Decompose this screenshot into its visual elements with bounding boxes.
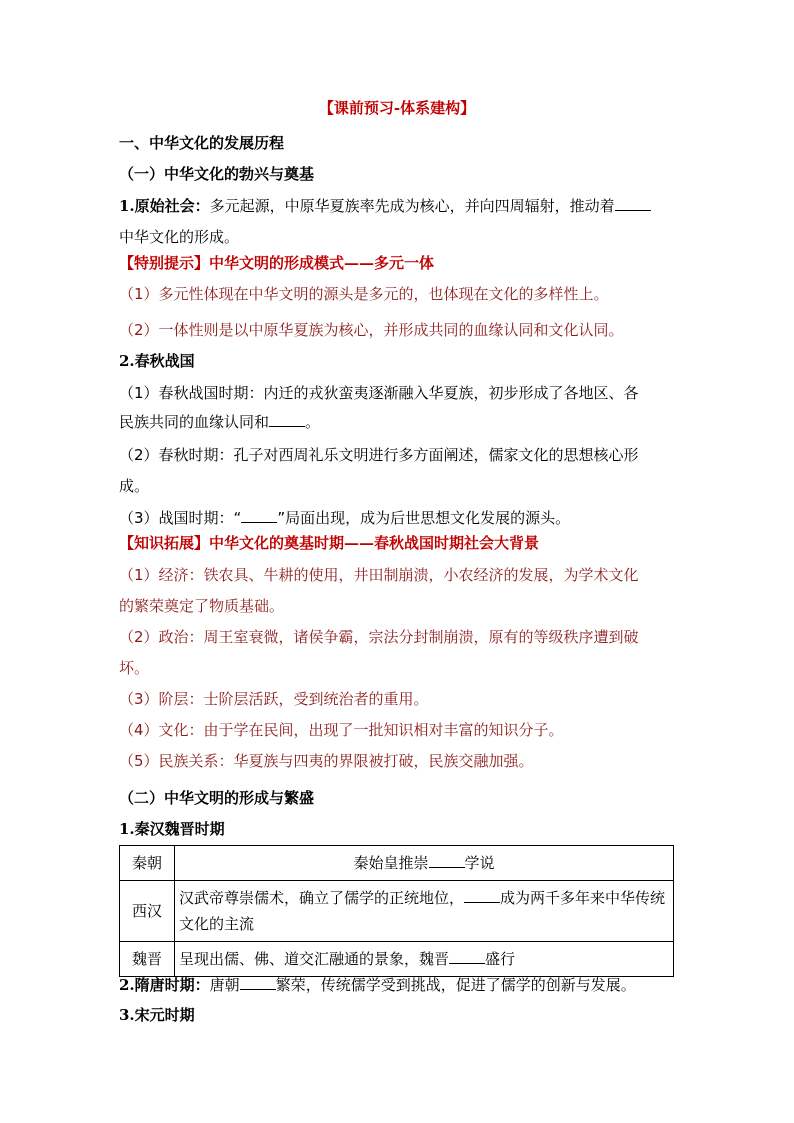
table-cell-value: 呈现出儒、佛、道交汇融通的景象，魏晋 盛行 bbox=[175, 942, 674, 977]
paragraph-line: （3）战国时期：“ ”局面出现，成为后世思想文化发展的源头。 bbox=[119, 509, 571, 527]
fill-blank[interactable] bbox=[464, 888, 500, 903]
table-row bbox=[120, 942, 674, 977]
tip-item: （2）一体性则是以中原华夏族为核心，并形成共同的血缘认同和文化认同。 bbox=[119, 321, 624, 339]
paragraph-line: （1）春秋战国时期：内迁的戎狄蛮夷逐渐融入华夏族，初步形成了各地区、各 bbox=[119, 384, 639, 402]
dynasty-table bbox=[119, 845, 674, 977]
paragraph-label: 3.宋元时期 bbox=[119, 1006, 195, 1024]
fill-blank[interactable] bbox=[429, 853, 465, 868]
paragraph-continuation: 中华文化的形成。 bbox=[119, 228, 240, 246]
paragraph-line: 民族共同的血缘认同和 。 bbox=[119, 413, 321, 431]
paragraph-line: 成。 bbox=[119, 477, 150, 495]
paragraph-label: 1.原始社会： bbox=[119, 197, 210, 215]
fill-blank[interactable] bbox=[241, 508, 277, 523]
extension-item: 的繁荣奠定了物质基础。 bbox=[119, 597, 285, 615]
paragraph-label: 1.秦汉魏晋时期 bbox=[119, 820, 225, 838]
subheading-1: （一）中华文化的勃兴与奠基 bbox=[119, 165, 315, 183]
fill-blank[interactable] bbox=[615, 196, 651, 211]
tip-item: （1）多元性体现在中华文明的源头是多元的，也体现在文化的多样性上。 bbox=[119, 285, 609, 303]
heading-1: 一、中华文化的发展历程 bbox=[119, 134, 285, 152]
extension-item: （2）政治：周王室衰微，诸侯争霸，宗法分封制崩溃，原有的等级秩序遭到破 bbox=[119, 628, 639, 646]
section-title: 【课前预习-体系建构】 bbox=[318, 99, 476, 117]
fill-blank[interactable] bbox=[449, 949, 485, 964]
table-cell-key: 魏晋 bbox=[120, 942, 175, 977]
extension-item: （1）经济：铁农具、牛耕的使用，井田制崩溃，小农经济的发展，为学术文化 bbox=[119, 566, 639, 584]
paragraph-sui-tang: 2.隋唐时期：唐朝 繁荣，传统儒学受到挑战，促进了儒学的创新与发展。 bbox=[119, 976, 636, 994]
extension-item: （5）民族关系：华夏族与四夷的界限被打破，民族交融加强。 bbox=[119, 752, 534, 770]
table-cell-value: 秦始皇推崇 学说 bbox=[175, 846, 674, 881]
paragraph-label: 2.春秋战国 bbox=[119, 352, 195, 370]
fill-blank[interactable] bbox=[240, 975, 276, 990]
table-row bbox=[120, 846, 674, 881]
fill-blank[interactable] bbox=[269, 412, 305, 427]
extension-item: （4）文化：由于学在民间，出现了一批知识相对丰富的知识分子。 bbox=[119, 721, 564, 739]
table-cell-value: 汉武帝尊崇儒术，确立了儒学的正统地位， 成为两千多年来中华传统文化的主流 bbox=[175, 881, 674, 942]
extension-item: （3）阶层：士阶层活跃，受到统治者的重用。 bbox=[119, 690, 429, 708]
tip-title: 【特别提示】中华文明的形成模式——多元一体 bbox=[119, 254, 435, 272]
paragraph-line: （2）春秋时期：孔子对西周礼乐文明进行多方面阐述，儒家文化的思想核心形 bbox=[119, 446, 639, 464]
extension-item: 坏。 bbox=[119, 659, 150, 677]
table-cell-key: 秦朝 bbox=[120, 846, 175, 881]
paragraph-primitive-society: 1.原始社会：多元起源，中原华夏族率先成为核心，并向四周辐射，推动着 bbox=[119, 196, 679, 216]
subheading-2: （二）中华文明的形成与繁盛 bbox=[119, 789, 315, 807]
paragraph-label: 2.隋唐时期： bbox=[119, 976, 210, 994]
table-row bbox=[120, 881, 674, 942]
extension-title: 【知识拓展】中华文化的奠基时期——春秋战国时期社会大背景 bbox=[119, 534, 540, 552]
table-cell-key: 西汉 bbox=[120, 881, 175, 942]
